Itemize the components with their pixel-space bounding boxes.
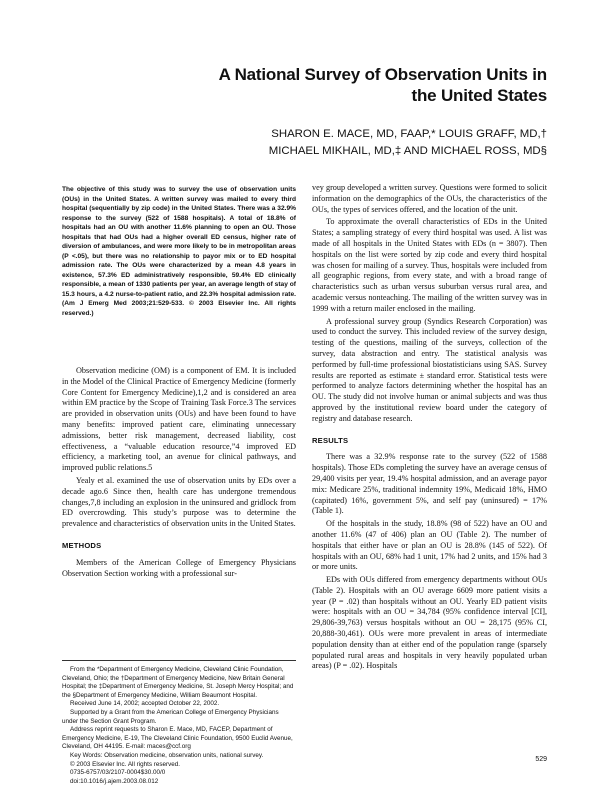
results-heading: RESULTS [312, 435, 349, 445]
footnote-affiliations: From the *Department of Emergency Medicine, Cleveland Clinic Foundation, Cleveland, Ohio; the †Department of Emergency Medicine, New Britain General Hospital; the ‡Department of Emergency Medicine, St. Joseph Mercy Hospital; and the §Department of Emergency Medicine, William Beaumont Hospital. [62, 666, 294, 699]
footnote-issn: 0735-6757/03/2107-0004$30.00/0 [70, 769, 166, 777]
author-list [200, 126, 547, 159]
footnote-divider [62, 660, 296, 661]
footnote-support: Supported by a Grant from the American College of Emergency Physicians under the Section Grant Program. [62, 708, 279, 725]
right-column [312, 183, 547, 672]
methods-paragraph-2: To approximate the overall characteristics of EDs in the United States; a sampling strategy of every third hospital was used. A list was made of all hospitals in the United States with EDs (n = 3807). Then hospitals on the list were sorted by zip code and every third hospital was chosen for mailing of a survey. Thus, hospitals were included from all geographic regions, from every state, and with a broad range of characteristics such as urban versus suburban versus rural area, and academic versus nonteaching. The mailing of the written survey was in 1999 with a return mailer enclosed in the mailing. [312, 217, 547, 313]
intro-paragraph-2: Yealy et al. examined the use of observation units by EDs over a decade ago.6 Since then, health care has undergone tremendous changes,7,8 including an explosion in the uninsured and gridlock from ED overcrowding. This study’s purpose was to determine the prevalence and characteristics of observation units in the United States. [62, 475, 296, 529]
footnote-keywords: Key Words: Observation medicine, observation units, national survey. [70, 751, 264, 759]
author-line-2: MICHAEL MIKHAIL, MD,‡ AND MICHAEL ROSS, MD§ [268, 144, 547, 157]
footnote-received: Received June 14, 2002; accepted October 22, 2002. [70, 700, 220, 708]
methods-paragraph-3: A professional survey group (Syndics Research Corporation) was used to conduct the survey. This included review of the survey design, testing of the questions, mailing of the surveys, collection of the survey, data abstraction and entry. The statistical analysis was performed by full-time professional biostatisticians using SAS. Survey results are reported as estimate ± standard error. Statistical tests were performed to analyze factors determining whether the hospital has an OU. The study did not involve human or animal subjects and was thus approved by the institutional review board under the category of registry and database research. [312, 316, 547, 423]
results-paragraph-1: There was a 32.9% response rate to the survey (522 of 1588 hospitals). Those EDs completing the survey have an average census of 29,400 visits per year, 19.4% hospital admission, and an average payor mix: Medicare 25%, traditional indemnity 19%, Medicaid 18%, HMO (capitated) 16%, government 5%, and self pay (uninsured) = 17% (Table 1). [312, 452, 547, 516]
methods-heading: METHODS [62, 540, 102, 550]
abstract: The objective of this study was to survey the use of observation units (OUs) in the United States. A written survey was mailed to every third hospital (sequentially by zip code) in the United States. There was a 32.9% response to the survey (522 of 1588 hospitals). A total of 18.8% of hospitals had an OU with another 11.6% planning to open an OU. Those hospitals that had OUs had a higher overall ED census, higher rate of diversion of ambulances, and were more likely to be in metropolitan areas (P <.05), but there was no relationship to payor mix or to ED hospital admission rate. The OUs were characterized by a mean 4.8 years in existence, 57.3% ED administratively responsible, 59.4% ED clinically responsible, a mean of 1330 patients per year, an average length of stay of 15.3 hours, a 4.2 nurse-to-patient ratio, and 22.3% hospital admission rate. (Am J Emerg Med 2003;21:529-533. © 2003 Elsevier Inc. All rights reserved.) [62, 186, 296, 317]
results-paragraph-2: Of the hospitals in the study, 18.8% (98 of 522) have an OU and another 11.6% (47 of 406) plan an OU (Table 2). The number of hospitals that either have or plan an OU is 28.8% (145 of 522). Of hospitals with an OU, 68% had 1 unit, 17% had 2 units, and 15% had 3 or more units. [312, 519, 547, 572]
page-number: 529 [535, 756, 547, 763]
author-line-1: SHARON E. MACE, MD, FAAP,* LOUIS GRAFF, MD,† [271, 128, 547, 140]
results-paragraph-3: EDs with OUs differed from emergency departments without OUs (Table 2). Hospitals with an OU average 6609 more patient visits a year (P = .02) than hospitals without an OU. Yearly ED patient visits were: hospitals with an OU = 34,784 (95% confidence interval [CI], 29,806-39,763) versus hospitals without an OU = 28,175 (95% CI, 20,888-30,461). OUs were more prevalent in areas of intermediate population density than at either end of the population range (sparsely populated rural areas and hospitals in very heavily populated urban areas) (P = .02). Hospitals [312, 575, 547, 671]
footnotes [62, 666, 296, 786]
methods-paragraph-1: Members of the American College of Emergency Physicians Observation Section working with a professional sur- [62, 557, 296, 578]
footnote-address: Address reprint requests to Sharon E. Mace, MD, FACEP, Department of Emergency Medicine, E-19, The Cleveland Clinic Foundation, 9500 Euclid Avenue, Cleveland, OH 44195. E-mail: maces@ccf.org [62, 726, 293, 751]
intro-paragraph-1: Observation medicine (OM) is a component of EM. It is included in the Model of the Clinical Practice of Emergency Medicine (formerly Core Content for Emergency Medicine),1,2 and is considered an area within EM practice by the Scope of Training Task Force.3 The services are provided in observation units (OUs) and have been found to have many benefits: improved patient care, eliminating unnecessary admissions, better risk management, decreased liability, cost effectiveness, a “valuable education resource,”4 improved ED efficiency, a marketing tool, an avenue for clinical pathways, and improved public relations.5 [62, 366, 296, 473]
footnote-doi: doi:10.1016/j.ajem.2003.08.012 [70, 777, 159, 785]
left-column [62, 366, 296, 579]
footnote-copyright: © 2003 Elsevier Inc. All rights reserved. [70, 760, 180, 768]
methods-paragraph-1-continued: vey group developed a written survey. Questions were formed to solicit information on the demographics of the OUs, the characteristics of the OUs, the types of services offered, and the location of the unit. [312, 183, 547, 214]
article-title: A National Survey of Observation Units in the United States [218, 65, 547, 105]
